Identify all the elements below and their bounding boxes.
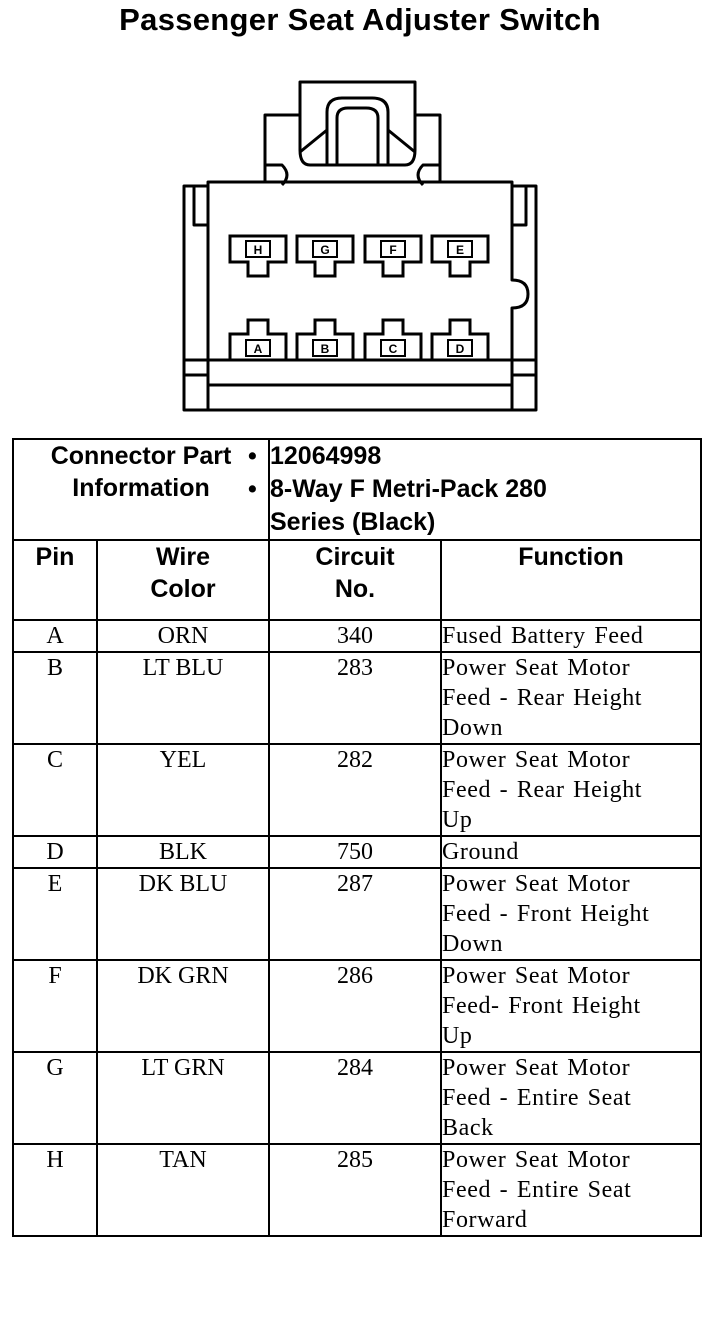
function-cell bbox=[441, 744, 701, 836]
wire-color-cell: BLK bbox=[97, 836, 269, 868]
circuit-cell: 340 bbox=[269, 620, 441, 652]
wire-color-cell: ORN bbox=[97, 620, 269, 652]
function-cell bbox=[441, 1144, 701, 1236]
table-row bbox=[13, 744, 701, 836]
function-line: Ground bbox=[442, 839, 519, 865]
table-row bbox=[13, 620, 701, 652]
circuit-cell: 282 bbox=[269, 744, 441, 836]
pin-cavity-D bbox=[432, 320, 488, 360]
pin-label: F bbox=[389, 243, 397, 257]
pin-cell: B bbox=[13, 652, 97, 744]
column-header-row bbox=[13, 540, 701, 620]
function-cell bbox=[441, 1052, 701, 1144]
pin-label: C bbox=[388, 342, 398, 356]
circuit-cell: 287 bbox=[269, 868, 441, 960]
pin-cell: G bbox=[13, 1052, 97, 1144]
function-cell bbox=[441, 620, 701, 652]
connector-info-row bbox=[13, 439, 701, 540]
column-header-function: Function bbox=[441, 540, 701, 620]
wire-color-cell: DK GRN bbox=[97, 960, 269, 1052]
function-line: Power Seat Motor bbox=[442, 655, 631, 681]
pin-cavity-A bbox=[230, 320, 286, 360]
left-flange bbox=[184, 186, 208, 375]
circuit-cell: 286 bbox=[269, 960, 441, 1052]
table-row bbox=[13, 868, 701, 960]
function-line: Forward bbox=[442, 1207, 528, 1233]
function-cell bbox=[441, 868, 701, 960]
pin-cavity-F bbox=[365, 236, 421, 276]
function-line: Feed - Front Height bbox=[442, 901, 650, 927]
function-line: Up bbox=[442, 1023, 473, 1049]
connector-diagram bbox=[0, 70, 720, 415]
circuit-cell: 284 bbox=[269, 1052, 441, 1144]
function-line: Power Seat Motor bbox=[442, 1147, 631, 1173]
circuit-cell: 285 bbox=[269, 1144, 441, 1236]
function-line: Power Seat Motor bbox=[442, 1055, 631, 1081]
table-row bbox=[13, 652, 701, 744]
function-line: Feed - Entire Seat bbox=[442, 1177, 632, 1203]
function-line: Fused Battery Feed bbox=[442, 623, 644, 649]
function-line: Power Seat Motor bbox=[442, 963, 631, 989]
pin-cavity-E bbox=[432, 236, 488, 276]
column-header-pin: Pin bbox=[13, 540, 97, 620]
function-line: Up bbox=[442, 807, 473, 833]
pin-label: E bbox=[455, 243, 465, 257]
pin-cell: D bbox=[13, 836, 97, 868]
pin-cell: F bbox=[13, 960, 97, 1052]
table-row bbox=[13, 1052, 701, 1144]
function-line: Back bbox=[442, 1115, 494, 1141]
pin-cell: E bbox=[13, 868, 97, 960]
wire-color-cell: LT BLU bbox=[97, 652, 269, 744]
page-title: Passenger Seat Adjuster Switch bbox=[119, 2, 601, 37]
function-line: Feed - Rear Height bbox=[442, 777, 643, 803]
table-row bbox=[13, 1144, 701, 1236]
pin-label: D bbox=[455, 342, 465, 356]
function-cell bbox=[441, 960, 701, 1052]
column-header-wire-color: Wire Color bbox=[97, 540, 269, 620]
function-line: Feed - Entire Seat bbox=[442, 1085, 632, 1111]
part-number: 12064998 bbox=[270, 442, 382, 470]
connector-info-label: Connector Part Information bbox=[13, 439, 269, 540]
pin-label: B bbox=[320, 342, 330, 356]
function-cell bbox=[441, 836, 701, 868]
wire-color-cell: DK BLU bbox=[97, 868, 269, 960]
pin-label: G bbox=[320, 243, 330, 257]
column-header-circuit: Circuit No. bbox=[269, 540, 441, 620]
wire-color-cell: TAN bbox=[97, 1144, 269, 1236]
bullet-icon: • bbox=[248, 475, 257, 503]
table-row bbox=[13, 836, 701, 868]
pinout-table bbox=[12, 438, 702, 1237]
function-line: Power Seat Motor bbox=[442, 747, 631, 773]
bullet-icon: • bbox=[248, 442, 257, 470]
function-line: Feed - Rear Height bbox=[442, 685, 643, 711]
function-line: Feed- Front Height bbox=[442, 993, 641, 1019]
pin-cell: C bbox=[13, 744, 97, 836]
connector-description: 8-Way F Metri-Pack 280 bbox=[270, 475, 547, 503]
pin-cavity-C bbox=[365, 320, 421, 360]
function-line: Down bbox=[442, 931, 504, 957]
pin-cell: A bbox=[13, 620, 97, 652]
pin-cavity-G bbox=[297, 236, 353, 276]
connector-housing bbox=[208, 182, 528, 410]
pin-label: A bbox=[253, 342, 263, 356]
circuit-cell: 750 bbox=[269, 836, 441, 868]
connector-info-value: • 12064998 • 8-Way F Metri-Pack 280 Series (Black) bbox=[269, 439, 701, 540]
pin-cavity-B bbox=[297, 320, 353, 360]
wire-color-cell: YEL bbox=[97, 744, 269, 836]
pin-label: H bbox=[253, 243, 263, 257]
wire-color-cell: LT GRN bbox=[97, 1052, 269, 1144]
circuit-cell: 283 bbox=[269, 652, 441, 744]
pin-cavity-H bbox=[230, 236, 286, 276]
function-line: Power Seat Motor bbox=[442, 871, 631, 897]
function-cell bbox=[441, 652, 701, 744]
function-line: Down bbox=[442, 715, 504, 741]
pin-cell: H bbox=[13, 1144, 97, 1236]
table-row bbox=[13, 960, 701, 1052]
